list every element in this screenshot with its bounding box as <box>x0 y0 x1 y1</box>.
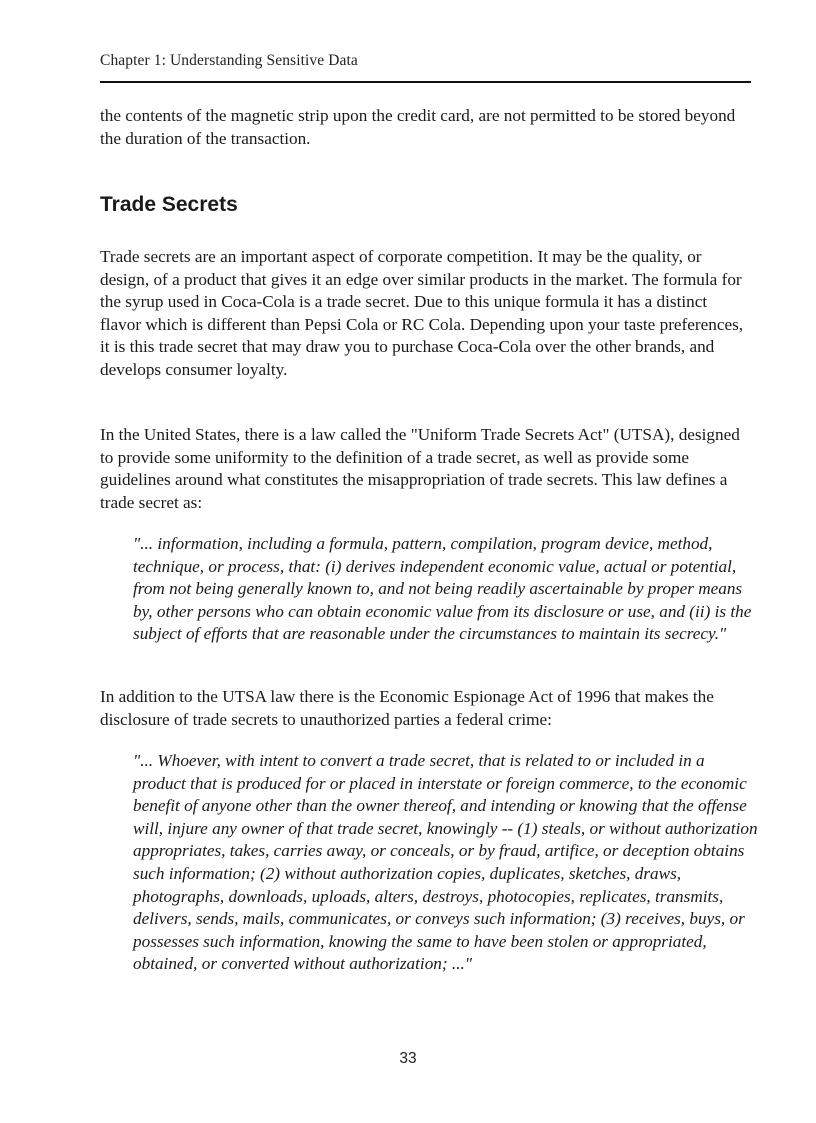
quote-economic-espionage-act: "... Whoever, with intent to convert a trade secret, that is related to or included in a product that is produced for or placed in interstate or foreign commerce, to the economic benefit of anyone other than the owner thereof, and intending or knowing that the offense will, injure any owner of that trade secret, knowingly -- (1) steals, or without authorization appropriates, takes, carries away, or conceals, or by fraud, artifice, or deception obtains such information; (2) without authorization copies, duplicates, sketches, draws, photographs, downloads, uploads, alters, destroys, photocopies, replicates, transmits, delivers, sends, mails, communicates, or conveys such information; (3) receives, buys, or possesses such information, knowing the same to have been stolen or appropriated, obtained, or converted without authorization; ..." <box>133 751 758 974</box>
quote-utsa-definition: "... information, including a formula, pattern, compilation, program device, method, technique, or process, that: (i) derives independent economic value, actual or potential, from not being generally known to, and not being readily ascertainable by proper means by, other persons who can obtain economic value from its disclosure or use, and (ii) is the subject of efforts that are reasonable under the circumstances to maintain its secrecy." <box>133 534 752 644</box>
paragraph-trade-secrets-intro: Trade secrets are an important aspect of corporate competition. It may be the quality, or design, of a product that gives it an edge over similar products in the market. The formula for the syrup used in Coca-Cola is a trade secret. Due to this unique formula it has a distinct flavor which is different than Pepsi Cola or RC Cola. Depending upon your taste preferences, it is this trade secret that may draw you to purchase Coca-Cola over the other brands, and develops consumer loyalty. <box>100 247 744 379</box>
running-header: Chapter 1: Understanding Sensitive Data <box>100 52 358 69</box>
paragraph-economic-espionage-act: In addition to the UTSA law there is the Economic Espionage Act of 1996 that makes the disclosure of trade secrets to unauthorized parties a federal crime: <box>100 687 714 729</box>
paragraph-utsa: In the United States, there is a law called the "Uniform Trade Secrets Act" (UTSA), designed to provide some uniformity to the definition of a trade secret, as well as provide some guidelines around what constitutes the misappropriation of trade secrets. This law defines a trade secret as: <box>100 425 740 512</box>
header-divider <box>100 81 751 83</box>
page-number: 33 <box>399 1050 417 1067</box>
section-heading: Trade Secrets <box>100 193 238 216</box>
continued-paragraph: the contents of the magnetic strip upon the credit card, are not permitted to be stored beyond the duration of the transaction. <box>100 106 736 148</box>
